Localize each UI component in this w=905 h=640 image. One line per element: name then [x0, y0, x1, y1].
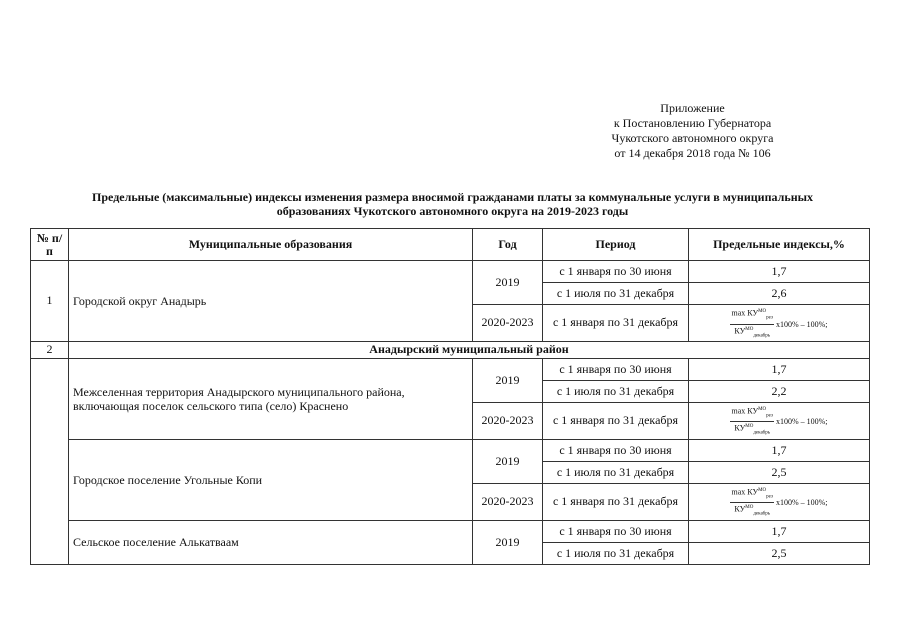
year-cell: 2019 — [473, 520, 543, 564]
index-cell: 1,7 — [689, 439, 870, 461]
formula-fraction: $\frac{\max КУ^{МО}_{рез}}{КУ^{МО}_{декабрь}}$ — [731, 487, 773, 517]
appendix-line: Приложение — [660, 101, 725, 115]
period-cell: с 1 января по 31 декабря — [543, 483, 689, 520]
appendix-line: Чукотского автономного округа — [611, 131, 774, 145]
index-formula: $\frac{\max КУ^{МО}_{рез}}{КУ^{МО}_{декабрь}}$ х100% – 100%; — [730, 405, 827, 439]
period-cell: с 1 января по 30 июня — [543, 520, 689, 542]
period-cell: с 1 января по 30 июня — [543, 439, 689, 461]
index-formula-cell — [689, 402, 870, 439]
index-formula: $\frac{\max КУ^{МО}_{рез}}{КУ^{МО}_{декабрь}}$ х100% – 100%; — [730, 486, 827, 520]
municipality-name: Межселенная территория Анадырского муниципального района, включающая поселок сельского типа (село) Краснено — [69, 358, 473, 439]
period-cell: с 1 июля по 31 декабря — [543, 542, 689, 564]
appendix-date-line: от 14 декабря 2018 года № 106 — [614, 146, 771, 160]
year-cell: 2020-2023 — [473, 305, 543, 342]
index-cell: 2,5 — [689, 542, 870, 564]
header-num: № п/п — [31, 229, 69, 261]
index-cell: 1,7 — [689, 358, 870, 380]
indices-table — [30, 228, 870, 565]
period-cell: с 1 января по 30 июня — [543, 261, 689, 283]
document-title: Предельные (максимальные) индексы изменения размера вносимой гражданами платы за коммунальные услуги в муниципальных образованиях Чукотского автономного округа на 2019-2023 годы — [92, 190, 813, 218]
index-formula: $\frac{\max КУ^{МО}_{рез}}{КУ^{МО}_{декабрь}}$ х100% – 100%; — [730, 307, 827, 341]
year-cell: 2019 — [473, 439, 543, 483]
index-formula-cell — [689, 483, 870, 520]
appendix-line: к Постановлению Губернатора — [613, 116, 772, 130]
period-cell: с 1 января по 30 июня — [543, 358, 689, 380]
period-cell: с 1 июля по 31 декабря — [543, 380, 689, 402]
municipality-name: Городской округ Анадырь — [69, 261, 473, 342]
table-row — [31, 439, 870, 461]
formula-fraction: $\frac{\max КУ^{МО}_{рез}}{КУ^{МО}_{декабрь}}$ — [731, 406, 773, 436]
year-cell: 2019 — [473, 358, 543, 402]
municipality-name: Сельское поселение Алькатваам — [69, 520, 473, 564]
period-cell: с 1 июля по 31 декабря — [543, 283, 689, 305]
year-cell: 2020-2023 — [473, 483, 543, 520]
index-cell: 2,2 — [689, 380, 870, 402]
index-cell: 1,7 — [689, 261, 870, 283]
period-cell: с 1 января по 31 декабря — [543, 305, 689, 342]
formula-fraction: $\frac{\max КУ^{МО}_{рез}}{КУ^{МО}_{декабрь}}$ — [731, 309, 773, 338]
index-cell: 2,5 — [689, 461, 870, 483]
header-period: Период — [543, 229, 689, 261]
index-formula-cell — [689, 305, 870, 342]
table-row — [31, 358, 870, 380]
row-num: 2 — [31, 341, 69, 358]
row-num: 1 — [31, 261, 69, 342]
section-title: Анадырский муниципальный район — [69, 341, 870, 358]
period-cell: с 1 июля по 31 декабря — [543, 461, 689, 483]
year-cell: 2020-2023 — [473, 402, 543, 439]
section-row — [31, 341, 870, 358]
period-cell: с 1 января по 31 декабря — [543, 402, 689, 439]
table-row — [31, 520, 870, 542]
index-cell: 1,7 — [689, 520, 870, 542]
header-index: Предельные индексы,% — [689, 229, 870, 261]
row-num-empty — [31, 358, 69, 564]
year-cell: 2019 — [473, 261, 543, 305]
appendix-block — [560, 101, 825, 161]
table-header-row — [31, 229, 870, 261]
municipality-name: Городское поселение Угольные Копи — [69, 439, 473, 520]
index-cell: 2,6 — [689, 283, 870, 305]
header-municipality: Муниципальные образования — [69, 229, 473, 261]
header-year: Год — [473, 229, 543, 261]
table-row — [31, 261, 870, 283]
